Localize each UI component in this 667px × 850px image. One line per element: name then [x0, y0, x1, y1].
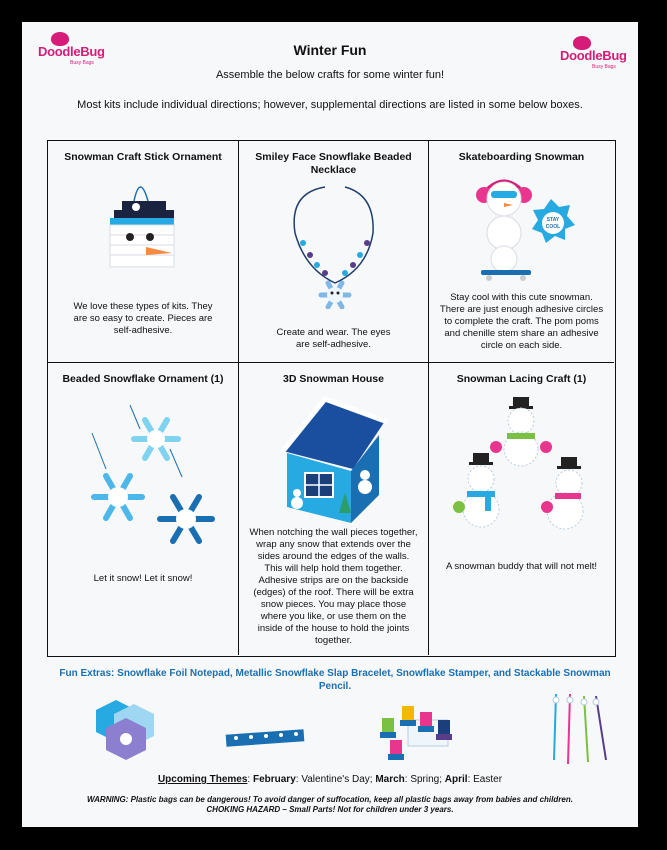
- skateboarding-snowman-image: [469, 171, 579, 283]
- craft-title: Snowman Lacing Craft (1): [456, 373, 587, 385]
- warning-line-1: WARNING: Plastic bags can be dangerous! To avoid danger of suffocation, keep all plastic bags away from babies and children.: [87, 795, 573, 804]
- theme-apr-value: : Easter: [467, 774, 503, 785]
- snowflake-necklace-image: [285, 183, 385, 309]
- snowman-stick-ornament-image: [100, 173, 184, 299]
- theme-feb-label: February: [252, 774, 296, 785]
- document-page: [22, 22, 638, 827]
- craft-cell-snowman-lacing: [429, 363, 614, 655]
- theme-mar-value: : Spring;: [404, 774, 443, 785]
- craft-title: 3D Snowman House: [283, 373, 384, 385]
- intro-line-1: Assemble the below crafts for some winter fun!: [215, 69, 445, 81]
- warning-line-2: CHOKING HAZARD – Small Parts! Not for children under 3 years.: [206, 805, 454, 814]
- upcoming-themes: Upcoming Themes: February: Valentine's Day; March: Spring; April: Easter: [157, 774, 503, 785]
- craft-title: Beaded Snowflake Ornament (1): [62, 373, 224, 385]
- craft-cell-skateboarding-snowman: [429, 141, 614, 363]
- svg-text:STAY: STAY: [546, 217, 560, 223]
- snowflake-notepad-image: [96, 700, 154, 760]
- logo-sub: Busy Bags: [592, 64, 616, 70]
- slap-bracelet-image: [226, 729, 305, 746]
- beaded-snowflake-image: [70, 399, 220, 549]
- logo-name: DoodleBug: [38, 44, 105, 59]
- craft-cell-snowflake-necklace: [239, 141, 429, 363]
- snowflake-stamper-image: [380, 706, 452, 760]
- craft-description: We love these types of kits. They are so easy to create. Pieces are self-adhesive.: [73, 301, 213, 336]
- craft-title: Skateboarding Snowman: [458, 151, 585, 163]
- intro-line-2: Most kits include individual directions; however, supplemental directions are listed in some below boxes.: [77, 99, 583, 111]
- snowman-house-image: [275, 391, 393, 525]
- craft-title: Smiley Face Snowflake Beaded Necklace: [255, 151, 412, 176]
- craft-description: A snowman buddy that will not melt!: [445, 561, 598, 572]
- craft-title: Snowman Craft Stick Ornament: [64, 151, 222, 163]
- stackable-pencil-image: [553, 694, 606, 764]
- craft-cell-snowman-stick-ornament: [48, 141, 239, 363]
- page-title: Winter Fun: [293, 42, 367, 58]
- theme-mar-label: March: [375, 774, 405, 785]
- craft-cell-snowman-house: [239, 363, 429, 655]
- extras-images: [76, 692, 616, 772]
- craft-grid: [47, 140, 616, 657]
- craft-description: When notching the wall pieces together, wrap any snow that extends over the sides around the edges of the walls. This will help hold them together. Adhesive strips are on the backside (edges) of the roof. There will be extra snow pieces. You may place those where you like, or use them on the inside of the house to hold the joints together.: [249, 527, 418, 646]
- theme-apr-label: April: [444, 774, 468, 785]
- themes-label: Upcoming Themes: [157, 774, 248, 785]
- craft-description: Stay cool with this cute snowman. There are just enough adhesive circles to complete the craft. The pom poms and chenille stem share an adhesive circle on each side.: [439, 292, 604, 351]
- logo-name: DoodleBug: [560, 48, 627, 63]
- logo-sub: Busy Bags: [70, 60, 94, 66]
- snowman-lacing-image: [451, 395, 597, 535]
- craft-description: Create and wear. The eyes are self-adhesive.: [276, 327, 391, 350]
- craft-description: Let it snow! Let it snow!: [93, 573, 193, 584]
- svg-text:COOL: COOL: [545, 224, 561, 230]
- fun-extras-text: Fun Extras: Snowflake Foil Notepad, Metallic Snowflake Slap Bracelet, Snowflake Stamper, and Stackable Snowman Pencil.: [59, 668, 611, 692]
- theme-feb-value: : Valentine's Day;: [295, 774, 373, 785]
- safety-warning: [32, 795, 628, 815]
- craft-cell-beaded-snowflake: [48, 363, 239, 655]
